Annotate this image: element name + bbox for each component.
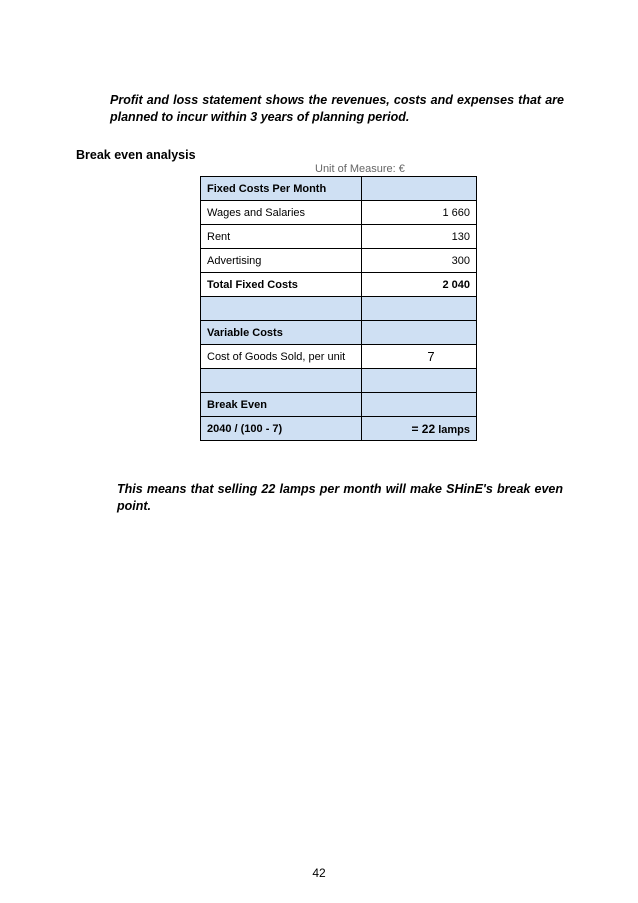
total-fixed-label: Total Fixed Costs [201,273,362,297]
table-row-cogs [201,345,477,369]
break-even-header: Break Even [201,393,362,417]
total-fixed-value: 2 040 [362,273,477,297]
break-even-formula: 2040 / (100 - 7) [201,417,362,441]
table-row-spacer [201,297,477,321]
cogs-value: 7 [362,345,477,369]
table-row-break-even-result [201,417,477,441]
empty-cell [362,177,477,201]
empty-cell [362,321,477,345]
empty-cell [362,297,477,321]
advertising-label: Advertising [201,249,362,273]
wages-value: 1 660 [362,201,477,225]
section-heading: Break even analysis [76,148,196,162]
break-even-result [362,417,477,441]
empty-cell [201,297,362,321]
intro-paragraph: Profit and loss statement shows the revenues, costs and expenses that are planned to incur within 3 years of planning period. [110,93,564,124]
table-row-fixed-header [201,177,477,201]
table-row-variable-header [201,321,477,345]
table-row-advertising [201,249,477,273]
cogs-label: Cost of Goods Sold, per unit [201,345,362,369]
advertising-value: 300 [362,249,477,273]
table-row-wages [201,201,477,225]
empty-cell [362,369,477,393]
wages-label: Wages and Salaries [201,201,362,225]
empty-cell [362,393,477,417]
break-even-table [200,176,477,441]
table-row-rent [201,225,477,249]
fixed-costs-header: Fixed Costs Per Month [201,177,362,201]
break-even-result-unit: lamps [438,423,470,436]
break-even-result-value: = 22 [411,421,436,436]
variable-costs-header: Variable Costs [201,321,362,345]
table-row-break-even-header [201,393,477,417]
unit-of-measure-note: Unit of Measure: € [315,163,405,175]
page-number: 42 [312,866,326,880]
table-row-spacer [201,369,477,393]
conclusion-paragraph: This means that selling 22 lamps per month will make SHinE's break even point. [117,482,563,513]
rent-label: Rent [201,225,362,249]
rent-value: 130 [362,225,477,249]
empty-cell [201,369,362,393]
table-row-total-fixed [201,273,477,297]
